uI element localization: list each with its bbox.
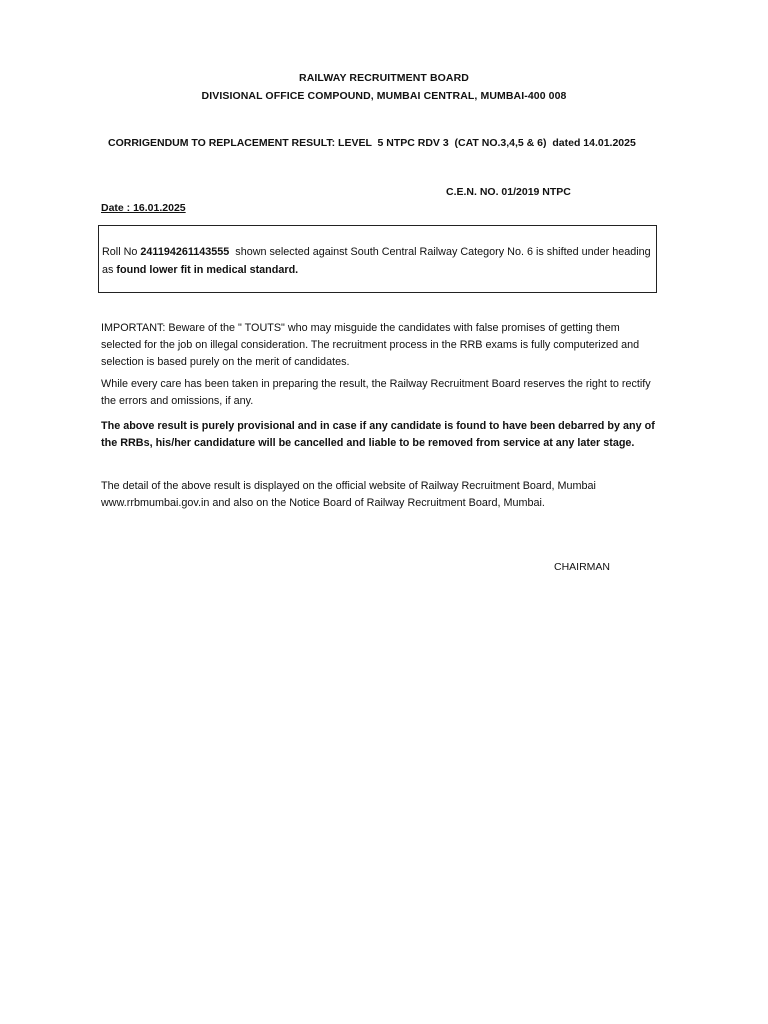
provisional-paragraph: The above result is purely provisional and in case if any candidate is found to have been debarred by any of the RRBs, his/her candidature will be cancelled and liable to be removed from service at any later stage. xyxy=(101,420,655,449)
corrigendum-subject: CORRIGENDUM TO REPLACEMENT RESULT: LEVEL 5 NTPC RDV 3 (CAT NO.3,4,5 & 6) dated 14.01.2025 xyxy=(108,137,636,149)
website-paragraph: The detail of the above result is displayed on the official website of Railway Recruitment Board, Mumbai www.rrbmumbai.gov.in and also on the Notice Board of Railway Recruitment Board, Mumbai. xyxy=(101,480,596,509)
notice-text xyxy=(102,243,652,279)
roll-prefix: Roll No xyxy=(102,246,141,258)
org-title: RAILWAY RECRUITMENT BOARD xyxy=(299,72,469,84)
cen-number: C.E.N. NO. 01/2019 NTPC xyxy=(446,186,571,198)
notice-date: Date : 16.01.2025 xyxy=(101,202,186,214)
roll-number: 241194261143555 xyxy=(140,246,230,258)
notice-box xyxy=(98,225,657,293)
notice-status: found lower fit in medical standard. xyxy=(116,264,299,276)
care-paragraph: While every care has been taken in preparing the result, the Railway Recruitment Board reserves the right to rectify the errors and omissions, if any. xyxy=(101,378,651,407)
org-address: DIVISIONAL OFFICE COMPOUND, MUMBAI CENTRAL, MUMBAI-400 008 xyxy=(201,90,567,102)
signature-chairman: CHAIRMAN xyxy=(554,561,611,573)
important-paragraph: IMPORTANT: Beware of the " TOUTS" who may misguide the candidates with false promises of getting them selected for the job on illegal consideration. The recruitment process in the RRB exams is fully computerized and selection is based purely on the merit of candidates. xyxy=(101,322,640,368)
notice-middle: shown selected against South Central Railway Category No. 6 is shifted under heading as xyxy=(102,246,654,276)
